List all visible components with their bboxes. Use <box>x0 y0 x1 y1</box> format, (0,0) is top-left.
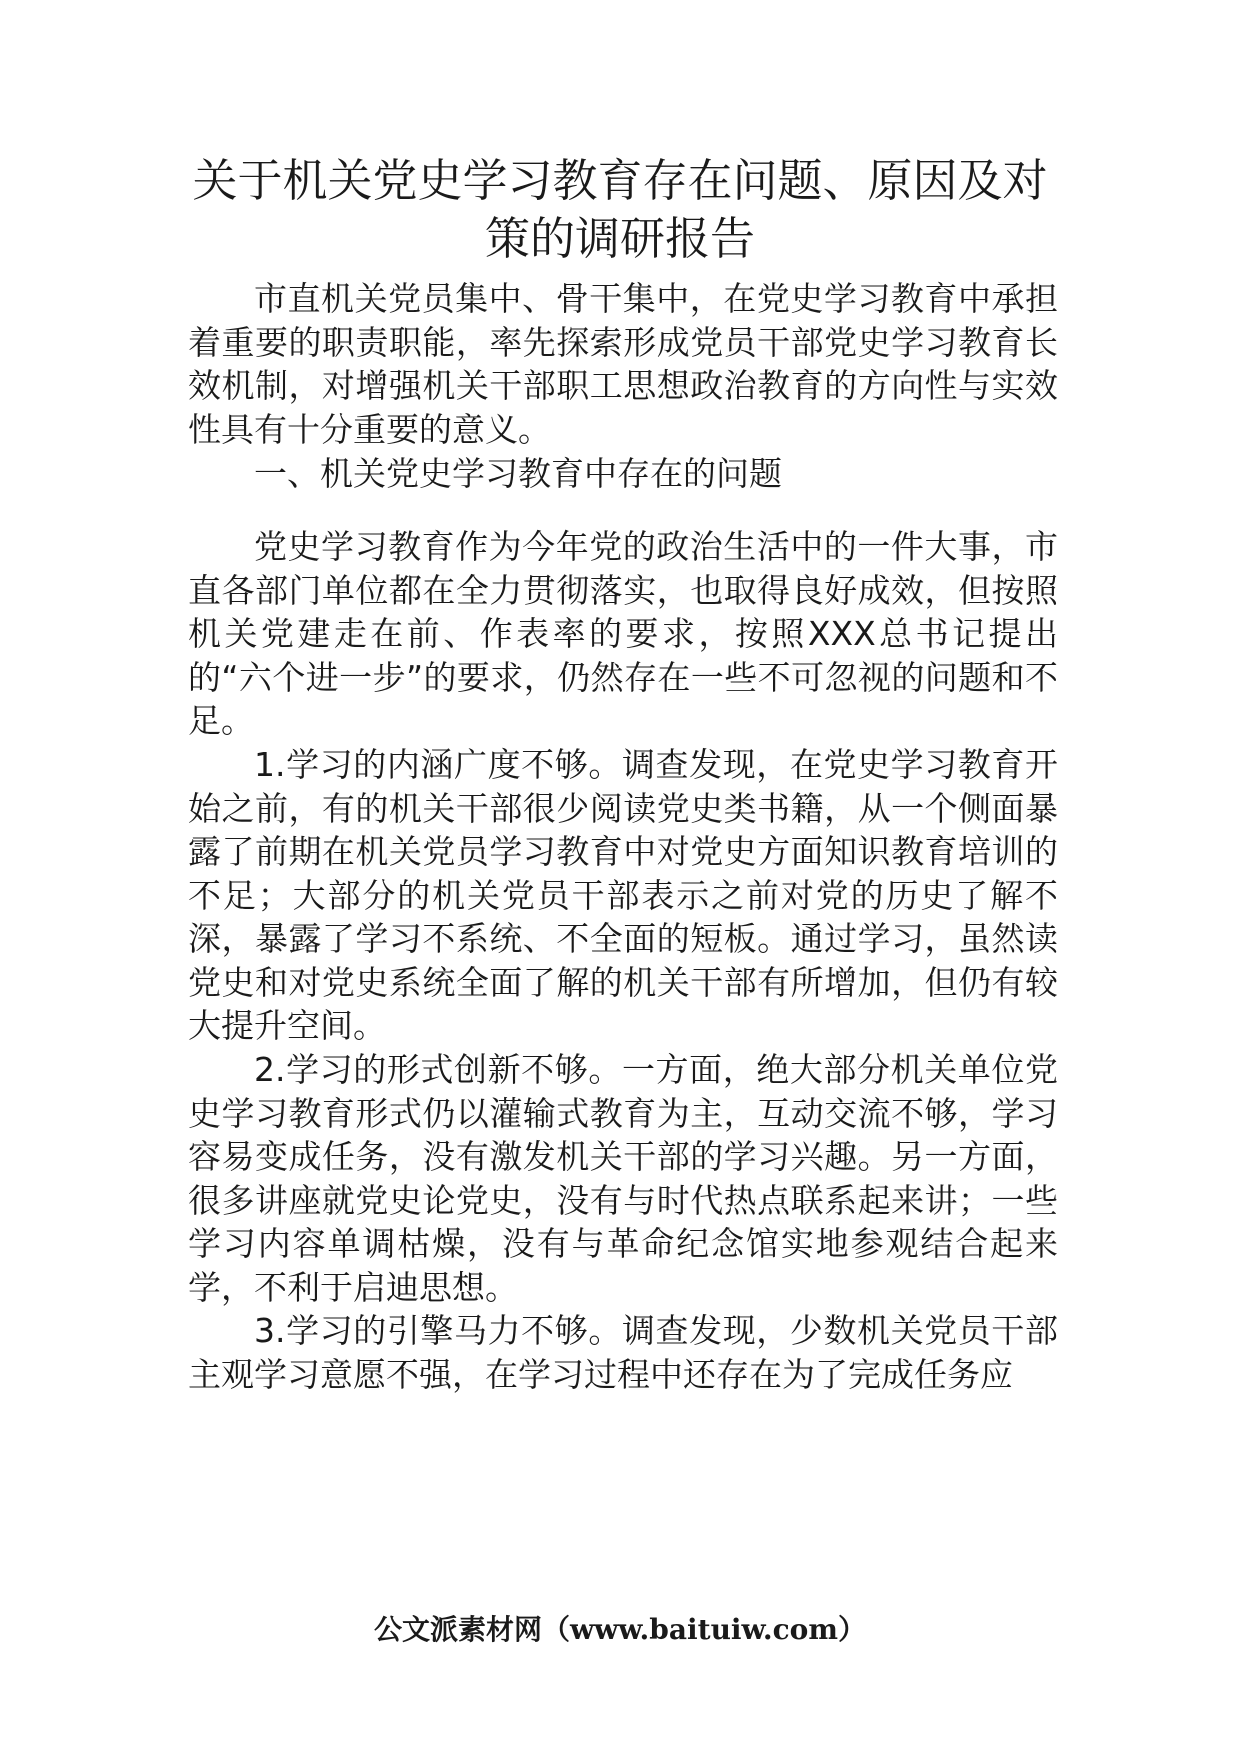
footer-watermark: 公文派素材网（www.baituiw.com） <box>374 1613 866 1646</box>
document-title: 关于机关党史学习教育存在问题、原因及对策的调研报告 <box>192 154 1048 265</box>
section-heading-1: 一、机关党史学习教育中存在的问题 <box>254 454 782 493</box>
paragraph-point-3: 3.学习的引擎马力不够。调查发现，少数机关党员干部主观学习意愿不强，在学习过程中还存在为了完成任务应 <box>188 1311 1058 1394</box>
intro-paragraph: 市直机关党员集中、骨干集中，在党史学习教育中承担着重要的职责职能，率先探索形成党员干部党史学习教育长效机制，对增强机关干部职工思想政治教育的方向性与实效性具有十分重要的意义。 <box>188 279 1058 449</box>
paragraph-point-2: 2.学习的形式创新不够。一方面，绝大部分机关单位党史学习教育形式仍以灌输式教育为主，互动交流不够，学习容易变成任务，没有激发机关干部的学习兴趣。另一方面，很多讲座就党史论党史，没有与时代热点联系起来讲；一些学习内容单调枯燥，没有与革命纪念馆实地参观结合起来学，不利于启迪思想。 <box>188 1050 1058 1307</box>
paragraph-point-1: 1.学习的内涵广度不够。调查发现，在党史学习教育开始之前，有的机关干部很少阅读党史类书籍，从一个侧面暴露了前期在机关党员学习教育中对党史方面知识教育培训的不足；大部分的机关党员干部表示之前对党的历史了解不深，暴露了学习不系统、不全面的短板。通过学习，虽然读党史和对党史系统全面了解的机关干部有所增加，但仍有较大提升空间。 <box>188 745 1058 1045</box>
paragraph-overview: 党史学习教育作为今年党的政治生活中的一件大事，市直各部门单位都在全力贯彻落实，也取得良好成效，但按照机关党建走在前、作表率的要求，按照XXX总书记提出的“六个进一步”的要求，仍然存在一些不可忽视的问题和不足。 <box>188 527 1058 740</box>
